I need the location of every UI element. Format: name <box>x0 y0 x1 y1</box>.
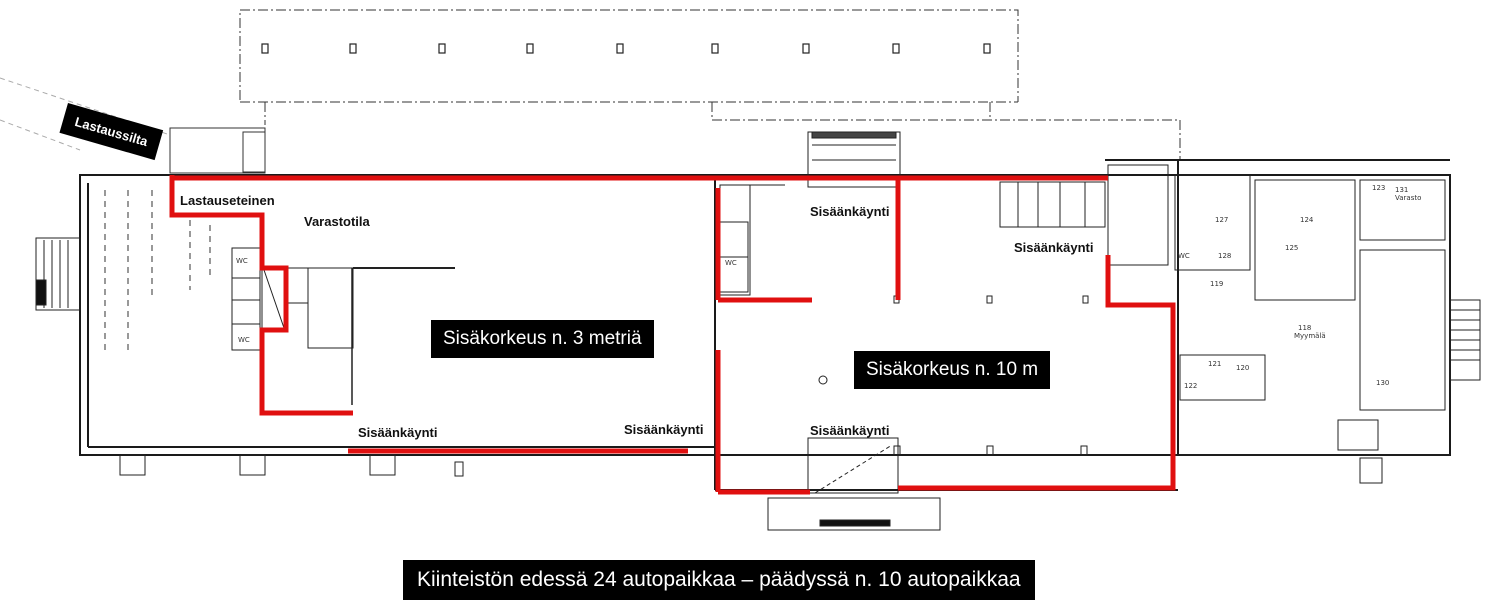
entrance-bottom-left-label: Sisäänkäynti <box>358 425 438 440</box>
room-131-number: 131 <box>1395 186 1409 194</box>
bottom-details <box>120 455 1450 483</box>
right-stairs <box>1450 300 1480 380</box>
entrance-top-right-label: Sisäänkäynti <box>1014 240 1094 255</box>
room-130-number: 130 <box>1376 379 1390 387</box>
room-123-number: 123 <box>1372 184 1386 192</box>
loading-bridge-tag: Lastaussilta <box>59 103 163 160</box>
ceiling-height-right: Sisäkorkeus n. 10 m <box>854 351 1050 389</box>
room-numbers <box>1178 184 1421 390</box>
entrance-top-mid-label: Sisäänkäynti <box>810 204 890 219</box>
bottom-vestibule <box>768 438 940 530</box>
wc-label-4: WC <box>1178 252 1190 260</box>
entrance-bottom-mid-label: Sisäänkäynti <box>624 422 704 437</box>
loading-vestibule-label: Lastauseteinen <box>180 193 275 208</box>
wc-label-2: WC <box>238 336 250 344</box>
storage-label: Varastotila <box>304 214 370 229</box>
room-127-number: 127 <box>1215 216 1229 224</box>
room-125-number: 125 <box>1285 244 1299 252</box>
wc-block-left <box>232 248 455 405</box>
room-118-number: 118 <box>1298 324 1312 332</box>
parking-info-footer: Kiinteistön edessä 24 autopaikkaa – päädyssä n. 10 autopaikkaa <box>403 560 1035 600</box>
left-stairs <box>36 238 80 310</box>
wc-label-1: WC <box>236 257 248 265</box>
canopy-outline <box>240 10 1180 160</box>
wc-block-right <box>1000 165 1445 450</box>
canopy-columns <box>262 44 990 53</box>
room-118-name: Myymälä <box>1294 332 1326 340</box>
ceiling-height-left: Sisäkorkeus n. 3 metriä <box>431 320 654 358</box>
room-121-number: 121 <box>1208 360 1222 368</box>
wc-label-3: WC <box>725 259 737 267</box>
room-131-name: Varasto <box>1395 194 1422 202</box>
room-124-number: 124 <box>1300 216 1314 224</box>
room-119-number: 119 <box>1210 280 1224 288</box>
room-122-number: 122 <box>1184 382 1198 390</box>
entrance-bottom-center-label: Sisäänkäynti <box>810 423 890 438</box>
room-120-number: 120 <box>1236 364 1250 372</box>
room-128-number: 128 <box>1218 252 1232 260</box>
